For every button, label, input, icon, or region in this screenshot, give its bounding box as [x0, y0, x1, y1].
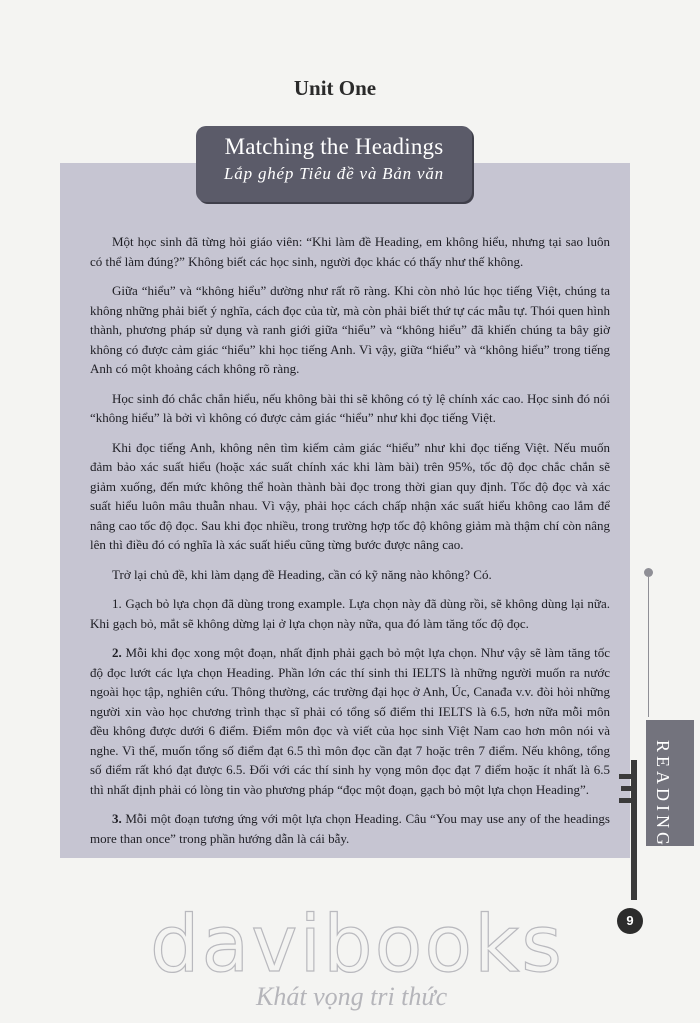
paragraph: Trở lại chủ đề, khi làm dạng đề Heading, cần có kỹ năng nào không? Có.: [112, 566, 492, 582]
paragraph: Giữa “hiểu” và “không hiểu” dường như rất rõ ràng. Khi còn nhỏ lúc học tiếng Việt, chúng ta không những phải biết ý nghĩa, cách đọc của từ, mà còn phải biết thứ tự các mẫu tự. Thói quen hình thành, phương pháp sử dụng và ranh giới giữa “hiểu” và “không hiểu” đã khiến chúng ta bây giờ không có được cảm giác “hiểu” khi học tiếng Anh. Vì vậy, giữa “hiểu” và “không hiểu” trong tiếng Anh có một khoảng cách không rõ ràng.: [90, 283, 610, 376]
decor-line: [648, 577, 649, 717]
item-number: 2.: [112, 645, 122, 660]
section-heading-english: Matching the Headings: [224, 134, 444, 159]
side-tab-label: READING: [653, 740, 673, 849]
item-text: Mỗi một đoạn tương ứng với một lựa chọn Heading. Câu “You may use any of the headings more than once” trong phần hướng dẫn là cái bẫy.: [90, 811, 610, 846]
numbered-item: [90, 594, 610, 633]
item-number: 1.: [112, 596, 122, 611]
watermark-brand: davibooks: [150, 900, 564, 990]
numbered-item: [90, 643, 610, 799]
page-number: 9: [617, 908, 643, 934]
item-text: Gạch bỏ lựa chọn đã dùng trong example. Lựa chọn này đã dùng rồi, sẽ không dùng lại nữa. Khi gạch bỏ, mắt sẽ không dừng lại ở lựa chọn này nữa, qua đó làm tăng tốc độ đọc.: [90, 596, 610, 631]
paragraph: Khi đọc tiếng Anh, không nên tìm kiếm cảm giác “hiểu” như khi đọc tiếng Việt. Nếu muốn đảm bảo xác suất hiểu (hoặc xác suất chính xác khi làm bài) trên 95%, tốc độ đọc chắc chắn sẽ giảm xuống, đến mức không thể hoàn thành bài đọc trong thời gian quy định. Tốc độ đọc và xác suất hiểu luôn mâu thuẫn nhau. Vì vậy, phải học cách chấp nhận xác suất hiểu không cao lắm để nâng cao tốc độ đọc. Sau khi đọc nhiều, trong trường hợp tốc độ không giảm mà thậm chí còn nâng lên thì điều đó có nghĩa là xác suất hiểu cũng từng bước được nâng cao.: [90, 439, 610, 552]
paragraph: Một học sinh đã từng hỏi giáo viên: “Khi làm đề Heading, em không hiểu, nhưng tại sao luôn có thể làm đúng?” Không biết các học sinh, người đọc khác có thấy như thế không.: [90, 234, 610, 269]
watermark-tagline: Khát vọng tri thức: [256, 982, 448, 1011]
body-text: [90, 232, 610, 858]
numbered-item: [90, 809, 610, 848]
section-heading-box: [196, 126, 472, 202]
paragraph: Học sinh đó chắc chắn hiểu, nếu không bài thi sẽ không có tỷ lệ chính xác cao. Học sinh đó nói “không hiểu” là bởi vì không có được cảm giác “hiểu” như khi đọc tiếng Việt.: [90, 390, 610, 425]
unit-title: Unit One: [293, 76, 377, 100]
item-number: 3.: [112, 811, 122, 826]
section-heading-vietnamese: Lắp ghép Tiêu đề và Bản văn: [224, 164, 444, 183]
decor-dot: [644, 568, 653, 577]
item-text: Mỗi khi đọc xong một đoạn, nhất định phải gạch bỏ một lựa chọn. Như vậy sẽ làm tăng tốc độ đọc lướt các lựa chọn Heading. Phần lớn các thí sinh thi IELTS là những người muốn ra nước ngoài học tập, nghiên cứu. Thông thường, các trường đại học ở Anh, Úc, Canađa v.v. đòi hỏi những người xin vào học chương trình thạc sĩ phải có tổng số điểm thi IELTS là 6.5, hơn nữa mỗi môn đều không được dưới 6 điểm. Điểm môn đọc và viết của học sinh Việt Nam cao hơn môn nói và nghe. Vì thế, muốn tổng số điểm đạt 6.5 thì môn đọc cần đạt 7 hoặc trên 7 điểm. Nếu không, tổng số điểm rất khó đạt được 6.5. Đối với các thí sinh hy vọng môn đọc đạt 7 điểm hoặc ít nhất là 6.5 thì nhất định phải có lòng tin vào phương pháp “đọc một đoạn, gạch bỏ một lựa chọn Heading”.: [90, 645, 610, 797]
key-icon: [615, 760, 655, 910]
